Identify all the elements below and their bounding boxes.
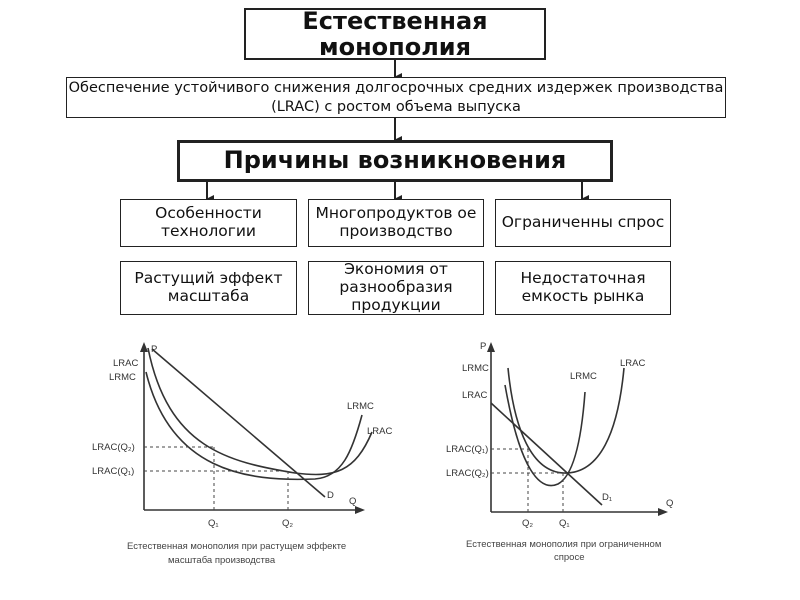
graph2-caption-line-1: Естественная монополия при ограниченном xyxy=(466,539,662,550)
graph1-y-label-lrac-q1: LRAC(Q₁) xyxy=(92,466,135,477)
goal-text: Обеспечение устойчивого снижения долгосрочных средних издержек производства (LRAC) с ростом объема выпуска xyxy=(68,79,724,115)
graph2-y-label-lrac-q1: LRAC(Q₁) xyxy=(446,444,489,455)
cause-box-multiproduct xyxy=(308,199,484,247)
graph1-y-label-lrac-q2: LRAC(Q₂) xyxy=(92,442,135,453)
graph1-x-arrowhead xyxy=(355,506,365,514)
graph2-y-label-lrmc: LRMC xyxy=(462,363,489,374)
effect-box-economies-of-scale xyxy=(120,261,297,315)
graph2-x-arrowhead xyxy=(658,508,668,516)
goal-box xyxy=(66,77,726,118)
graph2-x-tick-q2: Q₂ xyxy=(522,518,534,529)
cause-text-limited-demand: Ограниченны спрос xyxy=(501,213,665,232)
graph1-x-tick-q2: Q₂ xyxy=(282,518,294,529)
graph1-y-label-lrmc: LRMC xyxy=(109,372,136,383)
graph1-y-label-lrac: LRAC xyxy=(113,358,139,369)
graph2-label-demand: D₁ xyxy=(602,492,613,503)
graph2-y-axis-label: P xyxy=(480,341,487,352)
graph2-y-label-lrac-q2: LRAC(Q₂) xyxy=(446,468,489,479)
graph2-demand-line xyxy=(491,403,602,505)
effect-text-economies-of-scale: Растущий эффект масштаба xyxy=(134,269,283,305)
causes-header-text: Причины возникновения xyxy=(223,146,567,175)
cause-text-multiproduct: Многопродуктов ое производство xyxy=(315,204,477,240)
graph1-label-lrac: LRAC xyxy=(367,426,393,437)
title-text: Естественная монополия xyxy=(302,6,488,61)
graph1-label-lrmc: LRMC xyxy=(347,401,374,412)
graph1-demand-line xyxy=(152,349,325,497)
cause-box-technology xyxy=(120,199,297,247)
graph2-label-lrac: LRAC xyxy=(620,358,646,369)
graph2-lrmc-curve xyxy=(505,385,585,486)
graph1-x-axis-label: Q xyxy=(349,496,357,507)
cause-text-technology: Особенности технологии xyxy=(155,204,262,240)
graph2-label-lrmc: LRMC xyxy=(570,371,597,382)
graph2-x-tick-q1: Q₁ xyxy=(559,518,570,529)
graph1-lrmc-curve xyxy=(146,372,362,479)
graph2-y-label-lrac: LRAC xyxy=(462,390,488,401)
graph2-y-arrowhead xyxy=(487,342,495,352)
graph1-x-tick-q1: Q₁ xyxy=(208,518,219,529)
effect-text-economies-of-scope: Экономия от разнообразия продукции xyxy=(339,260,453,314)
graph1-y-arrowhead xyxy=(140,342,148,352)
effect-text-market-capacity: Недостаточная емкость рынка xyxy=(520,269,646,305)
graph2-x-axis-label: Q xyxy=(666,498,674,509)
graph-1 xyxy=(92,342,392,566)
graph-2 xyxy=(446,341,673,563)
graph1-caption-line-2: масштаба производства xyxy=(168,555,276,566)
graph2-caption-line-2: спросе xyxy=(554,552,585,563)
cause-box-limited-demand xyxy=(495,199,671,247)
graph1-lrac-curve xyxy=(148,348,372,475)
graph2-lrac-curve xyxy=(508,368,624,473)
graph1-label-demand: D xyxy=(327,490,334,501)
graph1-y-axis-label: P xyxy=(151,344,158,355)
effect-box-market-capacity xyxy=(495,261,671,315)
title-box xyxy=(244,8,546,60)
effect-box-economies-of-scope xyxy=(308,261,484,315)
graph1-caption-line-1: Естественная монополия при растущем эффекте xyxy=(127,541,347,552)
causes-header-box xyxy=(177,140,613,182)
